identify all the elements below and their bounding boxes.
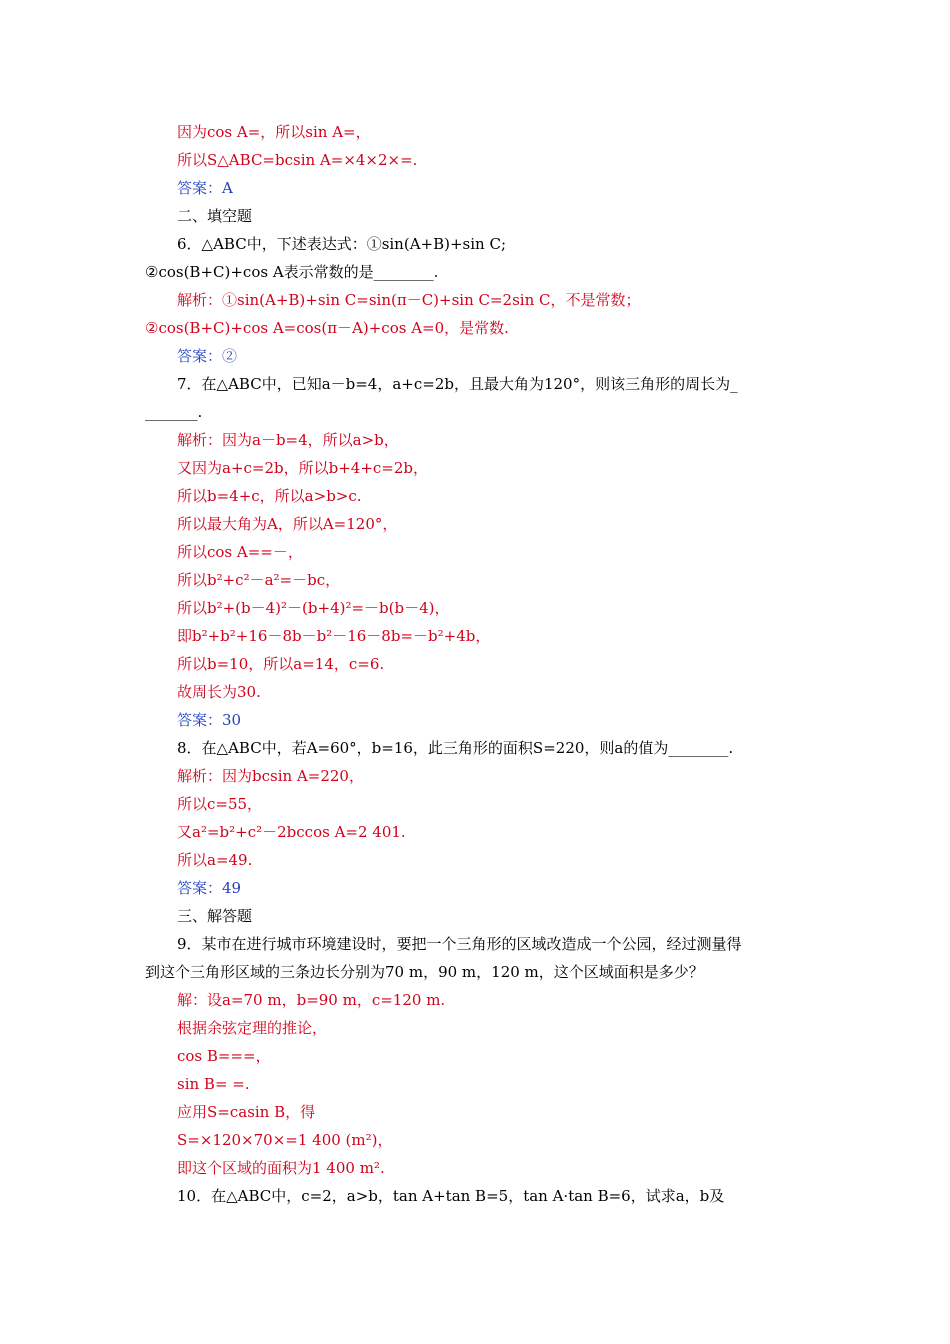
solution-line: 应用S=casin B，得 [177, 1103, 316, 1121]
question-10-line-1: 10．在△ABC中，c=2，a>b，tan A+tan B=5，tan A·tan B=6，试求a，b及 [177, 1187, 725, 1205]
solution-line: 解析：①sin(A+B)+sin C=sin(π－C)+sin C=2sin C，不是常数； [177, 291, 641, 309]
question-9-line-2: 到这个三角形区域的三条边长分别为70 m，90 m，120 m，这个区域面积是多少？ [145, 963, 704, 981]
solution-line: S=×120×70×=1 400 (m²)， [177, 1131, 393, 1149]
solution-line: 解析：因为a－b=4，所以a>b， [177, 431, 399, 449]
answer-line: 答案：A [177, 179, 233, 197]
question-6-line-2: ②cos(B+C)+cos A表示常数的是________. [145, 263, 439, 281]
solution-line: cos B===， [177, 1047, 271, 1065]
solution-line: 即这个区域的面积为1 400 m². [177, 1159, 385, 1177]
solution-line: 根据余弦定理的推论， [177, 1019, 328, 1037]
solution-line: 所以b=10，所以a=14，c=6. [177, 655, 385, 673]
solution-line: 解析：因为bcsin A=220， [177, 767, 364, 785]
question-6-line-1: 6．△ABC中，下述表达式：①sin(A+B)+sin C; [177, 235, 506, 253]
solution-line: 即b²+b²+16－8b－b²－16－8b=－b²+4b， [177, 627, 491, 645]
solution-line: 又因为a+c=2b，所以b+4+c=2b， [177, 459, 429, 477]
question-7-line-1: 7．在△ABC中，已知a－b=4，a+c=2b，且最大角为120°，则该三角形的周长为_ [177, 375, 738, 393]
solution-line: sin B= =. [177, 1075, 250, 1093]
solution-line: 所以最大角为A，所以A=120°， [177, 515, 398, 533]
solution-line: 所以cos A==－， [177, 543, 303, 561]
solution-line: 又a²=b²+c²－2bccos A=2 401. [177, 823, 406, 841]
answer-line: 答案：49 [177, 879, 242, 897]
section-heading: 二、填空题 [177, 207, 253, 225]
solution-line: 所以b²+c²－a²=－bc， [177, 571, 341, 589]
text-line-2: 所以S△ABC=bcsin A=×4×2×=. [177, 151, 418, 169]
solution-line: 所以b=4+c，所以a>b>c. [177, 487, 362, 505]
solution-line: 所以c=55， [177, 795, 263, 813]
solution-line: 所以a=49. [177, 851, 253, 869]
text-line-1: 因为cos A=，所以sin A=， [177, 123, 371, 141]
section-heading: 三、解答题 [177, 907, 253, 925]
solution-line: 解：设a=70 m，b=90 m，c=120 m. [177, 991, 446, 1009]
question-8-line-1: 8．在△ABC中，若A=60°，b=16，此三角形的面积S=220，则a的值为________. [177, 739, 734, 757]
answer-line: 答案：② [177, 347, 238, 365]
solution-line: 所以b²+(b－4)²－(b+4)²=－b(b－4)， [177, 599, 450, 617]
question-7-line-2: _______. [145, 403, 203, 421]
answer-line: 答案：30 [177, 711, 242, 729]
solution-line: 故周长为30. [177, 683, 261, 701]
solution-line: ②cos(B+C)+cos A=cos(π－A)+cos A=0，是常数. [145, 319, 509, 337]
question-9-line-1: 9．某市在进行城市环境建设时，要把一个三角形的区域改造成一个公园，经过测量得 [177, 935, 742, 953]
